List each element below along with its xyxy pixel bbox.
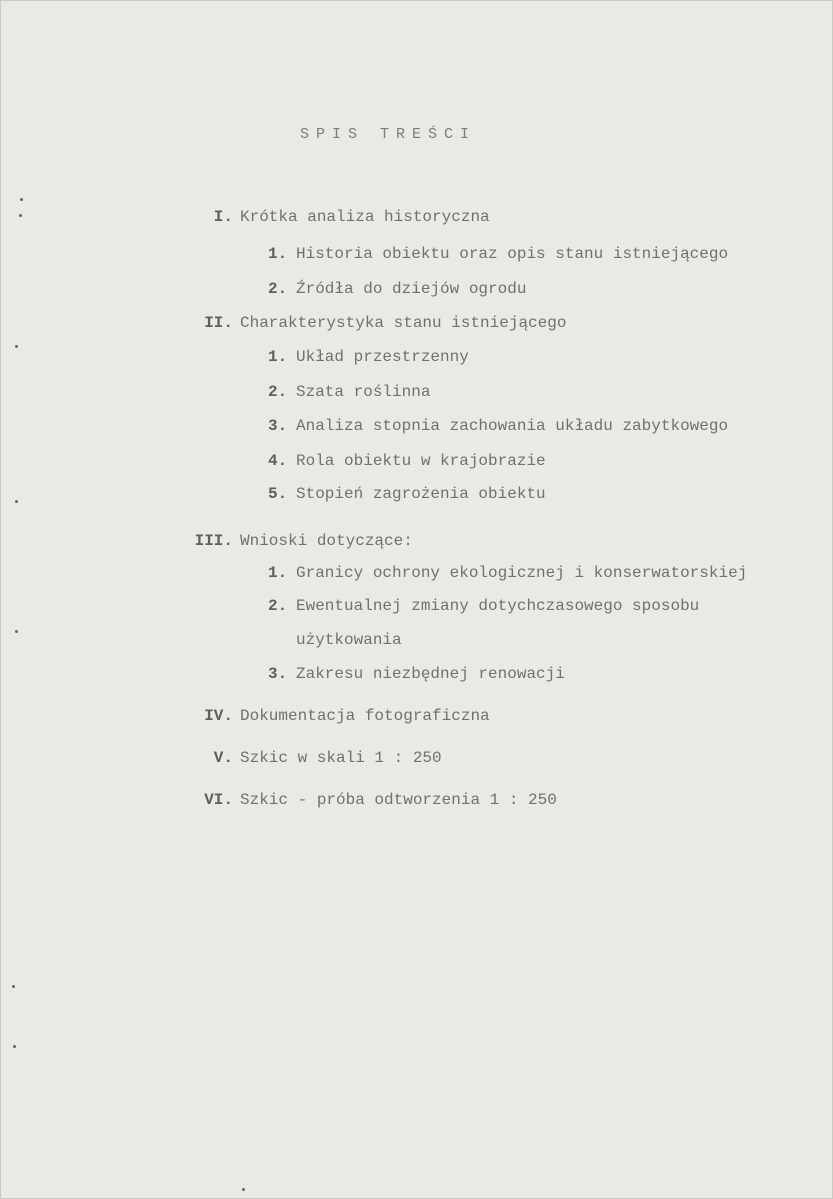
binding-hole-mark (12, 985, 15, 988)
binding-hole-mark (19, 214, 22, 217)
document-title: SPIS TREŚCI (300, 126, 477, 143)
section-label: Charakterystyka stanu istniejącego (240, 314, 567, 332)
item-label: Analiza stopnia zachowania układu zabytkowego (296, 417, 729, 435)
item-number: 2. (268, 383, 288, 401)
section-numeral: V. (213, 749, 233, 767)
item-label-continuation: użytkowania (296, 631, 402, 649)
binding-hole-mark (15, 500, 18, 503)
item-number: 1. (268, 564, 288, 582)
item-label: Granicy ochrony ekologicznej i konserwatorskiej (296, 564, 748, 582)
binding-hole-mark (15, 630, 18, 633)
section-label: Szkic - próba odtworzenia 1 : 250 (240, 791, 557, 809)
item-number: 1. (268, 245, 288, 263)
section-numeral: II. (204, 314, 233, 332)
item-number: 1. (268, 348, 288, 366)
section-label: Wnioski dotyczące: (240, 532, 413, 550)
binding-hole-mark (242, 1188, 245, 1191)
toc-section-2 (160, 313, 566, 333)
toc-item (268, 416, 728, 436)
section-label: Szkic w skali 1 : 250 (240, 749, 442, 767)
toc-item (268, 382, 430, 402)
item-label: Ewentualnej zmiany dotychczasowego sposobu (296, 597, 700, 615)
toc-item (268, 244, 728, 264)
toc-item (268, 563, 747, 583)
section-numeral: I. (213, 208, 233, 226)
toc-item (268, 484, 546, 504)
item-number: 2. (268, 280, 288, 298)
toc-item (268, 347, 469, 367)
toc-item (268, 664, 565, 684)
item-label: Zakresu niezbędnej renowacji (296, 665, 565, 683)
item-label: Układ przestrzenny (296, 348, 469, 366)
binding-hole-mark (20, 198, 23, 201)
binding-hole-mark (13, 1045, 16, 1048)
item-label: Źródła do dziejów ogrodu (296, 280, 527, 298)
item-label: Rola obiektu w krajobrazie (296, 452, 546, 470)
binding-hole-mark (15, 345, 18, 348)
toc-item (268, 596, 699, 616)
item-number: 4. (268, 452, 288, 470)
toc-section-3 (160, 531, 413, 551)
toc-section-4 (160, 706, 490, 726)
toc-item-continuation (296, 630, 402, 650)
item-label: Stopień zagrożenia obiektu (296, 485, 546, 503)
section-label: Dokumentacja fotograficzna (240, 707, 490, 725)
section-numeral: VI. (204, 791, 233, 809)
toc-section-6 (160, 790, 557, 810)
item-number: 5. (268, 485, 288, 503)
toc-item (268, 451, 546, 471)
section-numeral: III. (194, 532, 233, 550)
section-label: Krótka analiza historyczna (240, 208, 490, 226)
item-label: Historia obiektu oraz opis stanu istniejącego (296, 245, 729, 263)
toc-section-1 (160, 207, 490, 227)
section-numeral: IV. (204, 707, 233, 725)
item-number: 3. (268, 417, 288, 435)
toc-section-5 (160, 748, 442, 768)
item-label: Szata roślinna (296, 383, 431, 401)
toc-item (268, 279, 526, 299)
item-number: 3. (268, 665, 288, 683)
item-number: 2. (268, 597, 288, 615)
